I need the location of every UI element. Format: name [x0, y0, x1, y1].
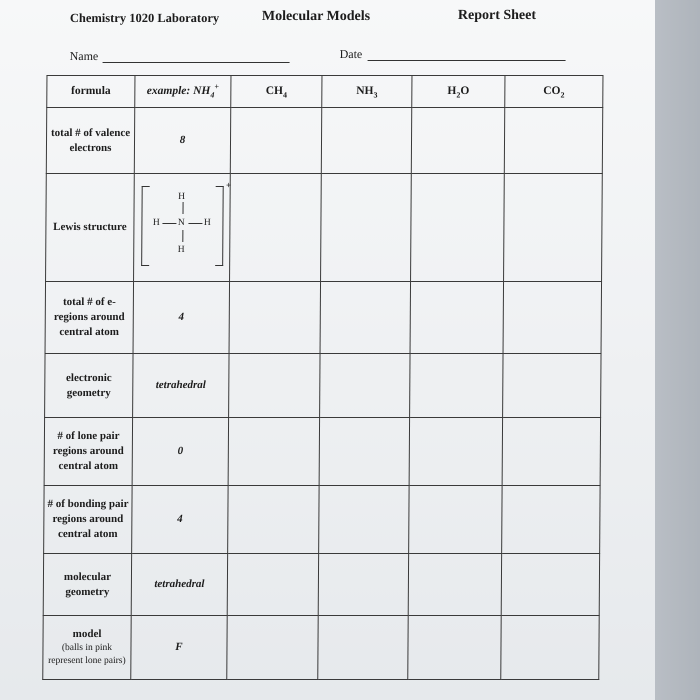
answer-cell[interactable] [503, 282, 602, 354]
answer-cell[interactable] [321, 108, 411, 174]
answer-cell[interactable] [501, 616, 599, 680]
table-row [46, 174, 603, 282]
row-label: # of bonding pair regions around central atom [44, 486, 132, 554]
charge-sign: + [226, 179, 232, 190]
answer-cell[interactable] [320, 354, 410, 418]
header-row [47, 76, 603, 108]
table-row [44, 418, 600, 486]
answer-cell[interactable] [229, 282, 321, 354]
answer-cell[interactable] [227, 616, 318, 680]
answer-cell[interactable] [228, 418, 319, 486]
answer-cell[interactable] [410, 282, 504, 354]
example-cell: tetrahedral [131, 554, 227, 616]
report-table [42, 75, 603, 680]
header-formula: formula [47, 76, 135, 108]
table-row [43, 554, 599, 616]
row-label: electronic geometry [45, 354, 133, 418]
answer-cell[interactable] [410, 354, 503, 418]
row-label: # of lone pair regions around central atom [44, 418, 132, 486]
course-title: Chemistry 1020 Laboratory [69, 11, 220, 25]
answer-cell[interactable] [503, 354, 601, 418]
sheet-title: Molecular Models [261, 9, 371, 24]
table-row [43, 616, 599, 680]
ammonium-structure [153, 190, 211, 260]
model-label: model [72, 628, 102, 640]
date-field[interactable] [368, 60, 566, 61]
answer-cell[interactable] [319, 418, 409, 486]
lewis-example-cell [134, 174, 231, 282]
row-label: Lewis structure [46, 174, 135, 282]
hydrogen-right: H [203, 217, 211, 228]
answer-cell[interactable] [319, 486, 409, 554]
header-nh3: $NH_3$ [322, 76, 412, 108]
row-label [43, 616, 131, 680]
nitrogen-center: N [177, 217, 185, 228]
answer-cell[interactable] [408, 616, 501, 680]
header-h2o: $H_2O$ [412, 76, 505, 108]
answer-cell[interactable] [230, 174, 322, 282]
bond-bottom [182, 230, 183, 242]
header-co2: $CO_2$ [505, 76, 603, 108]
row-label: total # of valence electrons [46, 108, 134, 174]
answer-cell[interactable] [229, 354, 320, 418]
example-cell: 4 [133, 282, 230, 354]
example-cell: tetrahedral [133, 354, 229, 418]
example-cell: 0 [132, 418, 228, 486]
background-edge [655, 0, 700, 700]
header-ch4: $CH_4$ [231, 76, 322, 108]
example-cell: F [131, 616, 227, 680]
answer-cell[interactable] [321, 174, 412, 282]
header-example: example: $NH_4^+$ [135, 76, 231, 108]
answer-cell[interactable] [320, 282, 411, 354]
answer-cell[interactable] [409, 418, 502, 486]
row-label: total # of e- regions around central atom [45, 282, 134, 354]
answer-cell[interactable] [230, 108, 321, 174]
hydrogen-bottom: H [177, 244, 185, 255]
hydrogen-top: H [178, 191, 186, 202]
answer-cell[interactable] [409, 486, 502, 554]
answer-cell[interactable] [504, 174, 603, 282]
answer-cell[interactable] [501, 554, 599, 616]
bond-top [182, 202, 183, 214]
right-bracket [215, 186, 224, 266]
example-cell: 8 [134, 108, 230, 174]
answer-cell[interactable] [227, 554, 318, 616]
row-label: molecular geometry [43, 554, 131, 616]
hydrogen-left: H [152, 217, 160, 228]
table-row [45, 282, 602, 354]
report-sheet-label: Report Sheet [457, 8, 537, 23]
model-sublabel: (balls in pink represent lone pairs) [48, 643, 126, 666]
answer-cell[interactable] [318, 616, 408, 680]
answer-cell[interactable] [502, 486, 600, 554]
bond-left [162, 223, 176, 224]
table-row [46, 108, 602, 174]
answer-cell[interactable] [502, 418, 600, 486]
answer-cell[interactable] [504, 108, 602, 174]
answer-cell[interactable] [228, 486, 319, 554]
answer-cell[interactable] [411, 108, 504, 174]
table-row [44, 486, 600, 554]
left-bracket [141, 186, 150, 266]
answer-cell[interactable] [318, 554, 408, 616]
bond-right [188, 223, 202, 224]
name-label: Name [69, 49, 99, 63]
example-cell: 4 [132, 486, 228, 554]
date-label: Date [339, 47, 363, 61]
answer-cell[interactable] [408, 554, 501, 616]
name-field[interactable] [103, 62, 290, 63]
table-row [45, 354, 601, 418]
lewis-structure-example [137, 178, 232, 278]
answer-cell[interactable] [411, 174, 505, 282]
